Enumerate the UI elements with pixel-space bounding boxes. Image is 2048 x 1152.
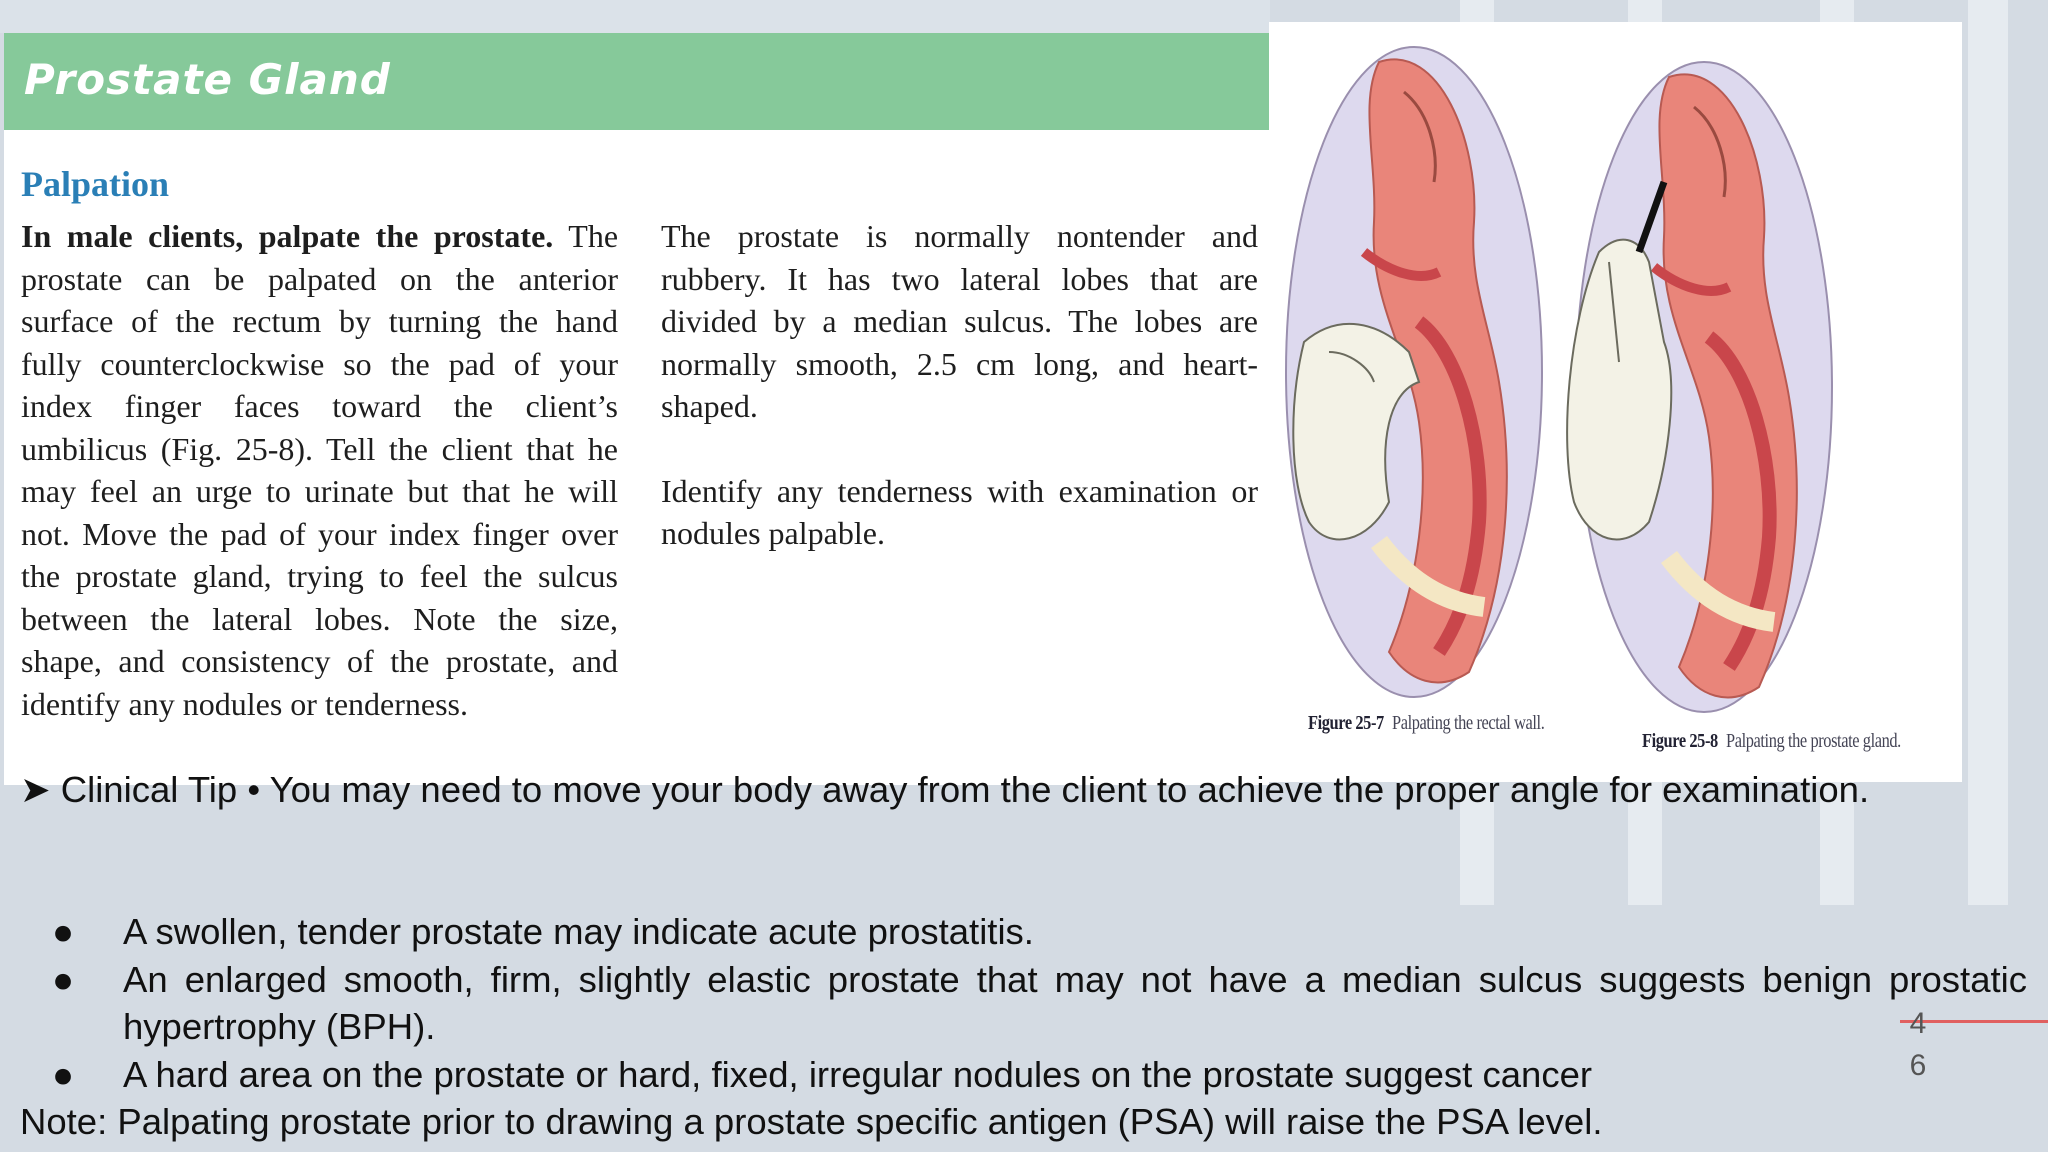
- subsection-heading: Palpation: [21, 164, 170, 204]
- figure-25-8-text: Palpating the prostate gland.: [1726, 730, 1901, 752]
- list-item-text: An enlarged smooth, firm, slightly elastic prostate that may not have a median sulcus suggests benign prostatic hypertrophy (BPH).: [123, 958, 2027, 1047]
- figure-25-8-illustration: [1567, 62, 1832, 712]
- figure-25-8-label: Figure 25-8: [1642, 730, 1718, 752]
- left-body-text: The prostate can be palpated on the anterior surface of the rectum by turning the hand fully counterclockwise so the pad of your index finger faces toward the client’s umbilicus (Fig. 25-8). Tell the client that he may feel an urge to urinate but that he will not. Move the pad of your index finger over the prostate gland, trying to feel the sulcus between the lateral lobes. Note the size, shape, and consistency of the prostate, and identify any nodules or tenderness.: [21, 218, 619, 722]
- right-paragraph-2: Identify any tenderness with examination or nodules palpable.: [661, 472, 1258, 551]
- section-header-band: [4, 33, 1269, 130]
- section-title: Prostate Gland: [24, 55, 391, 104]
- page-number: [1898, 1003, 1938, 1087]
- bullet-icon: ●: [52, 911, 75, 952]
- excerpt-right-column: [661, 215, 1258, 555]
- list-item-text: A swollen, tender prostate may indicate acute prostatitis.: [123, 911, 1034, 952]
- figure-25-7-caption: [1308, 712, 1544, 735]
- figure-25-7-text: Palpating the rectal wall.: [1392, 712, 1545, 734]
- list-item: [20, 956, 2027, 1051]
- figure-25-8-caption: [1642, 730, 1901, 753]
- textbook-excerpt: [4, 33, 1269, 785]
- list-item: [20, 1051, 2027, 1099]
- bullet-icon: ●: [52, 1053, 75, 1095]
- excerpt-left-column: [21, 215, 618, 725]
- paragraph-gap: [661, 428, 1258, 470]
- bullet-icon: ●: [52, 958, 75, 1000]
- right-paragraph-1: The prostate is normally nontender and rubbery. It has two lateral lobes that are divided by a median sulcus. The lobes are normally smooth, 2.5 cm long, and heart-shaped.: [661, 218, 1258, 424]
- figure-25-7-label: Figure 25-7: [1308, 712, 1384, 734]
- page-number-top: 4: [1909, 1007, 1927, 1040]
- figure-25-7-illustration: [1286, 47, 1542, 697]
- left-paragraph: [21, 215, 618, 725]
- page-number-bottom: 6: [1909, 1049, 1927, 1082]
- lead-sentence: In male clients, palpate the prostate.: [21, 218, 554, 254]
- psa-note: Note: Palpating prostate prior to drawing a prostate specific antigen (PSA) will raise the PSA level.: [20, 1101, 1603, 1142]
- figure-panel: [1269, 22, 1962, 782]
- findings-list: [20, 908, 2027, 1098]
- background-band: [0, 0, 1270, 33]
- list-item: [20, 908, 2027, 956]
- list-item-text: A hard area on the prostate or hard, fixed, irregular nodules on the prostate suggest cancer: [123, 1053, 1593, 1095]
- clinical-tip: ➤ Clinical Tip • You may need to move your body away from the client to achieve the proper angle for examination.: [20, 769, 1870, 810]
- anatomy-illustrations: [1269, 22, 1962, 782]
